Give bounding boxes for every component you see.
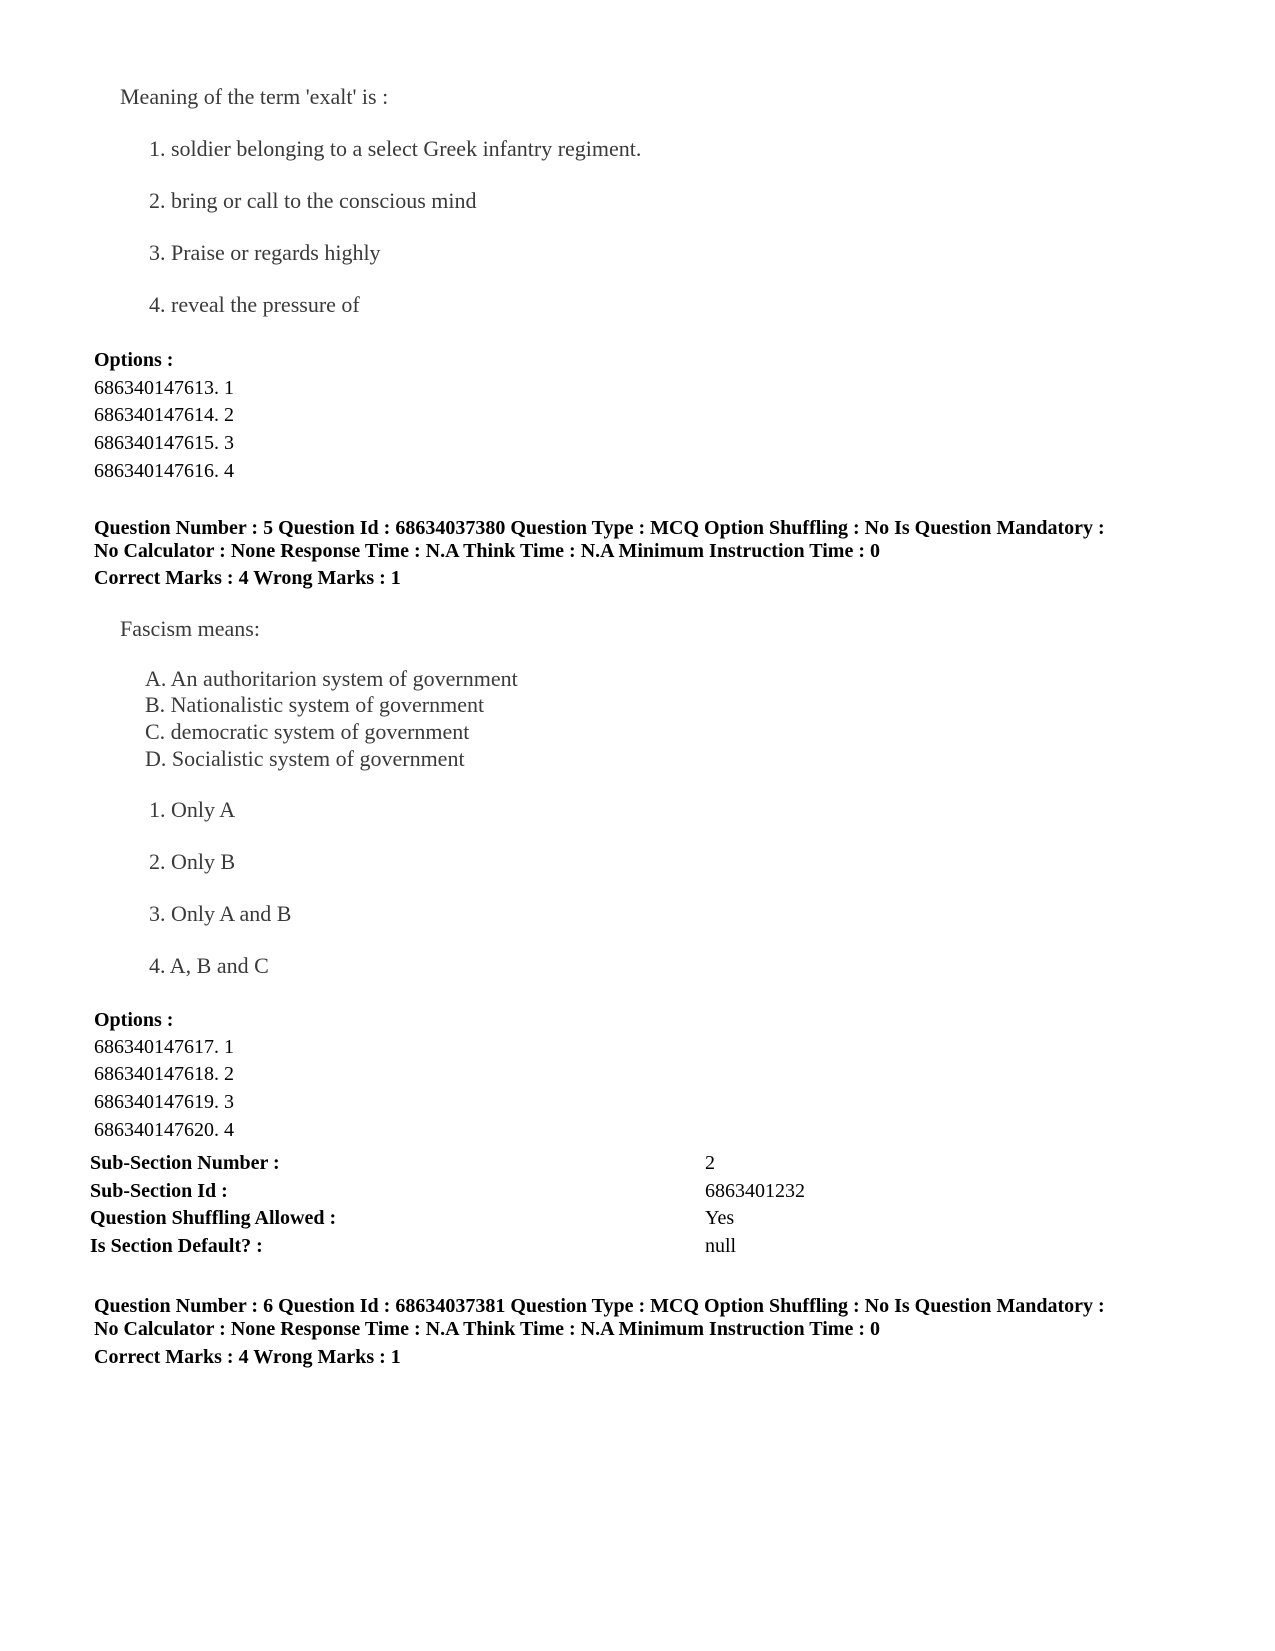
q5-marks: Correct Marks : 4 Wrong Marks : 1 — [94, 567, 401, 589]
section-default-label: Is Section Default? : — [90, 1235, 263, 1257]
q5-choice-1: 1. Only A — [149, 797, 236, 822]
q4-option-2: 686340147614. 2 — [94, 404, 234, 426]
q5-statement-a: A. An authoritarion system of government — [145, 666, 518, 691]
q5-option-2: 686340147618. 2 — [94, 1063, 234, 1085]
q5-choice-3: 3. Only A and B — [149, 901, 292, 926]
question-shuffling-value: Yes — [705, 1207, 735, 1229]
q5-meta-line-2: No Calculator : None Response Time : N.A Think Time : N.A Minimum Instruction Time : 0 — [94, 540, 880, 562]
q5-statement-d: D. Socialistic system of government — [145, 746, 465, 771]
q5-meta-line-1: Question Number : 5 Question Id : 68634037380 Question Type : MCQ Option Shuffling : No Is Question Mandatory : — [94, 517, 1105, 539]
q5-option-3: 686340147619. 3 — [94, 1091, 234, 1113]
q4-stem: Meaning of the term 'exalt' is : — [120, 84, 389, 109]
section-default-value: null — [705, 1235, 737, 1257]
q5-option-1: 686340147617. 1 — [94, 1036, 234, 1058]
q6-meta-line-1: Question Number : 6 Question Id : 68634037381 Question Type : MCQ Option Shuffling : No Is Question Mandatory : — [94, 1295, 1105, 1317]
q6-meta-line-2: No Calculator : None Response Time : N.A Think Time : N.A Minimum Instruction Time : 0 — [94, 1318, 880, 1340]
q4-choice-4: 4. reveal the pressure of — [149, 292, 360, 317]
q4-option-4: 686340147616. 4 — [94, 460, 234, 482]
question-shuffling-label: Question Shuffling Allowed : — [90, 1207, 337, 1229]
q4-choice-2: 2. bring or call to the conscious mind — [149, 188, 477, 213]
subsection-number-value: 2 — [705, 1152, 715, 1174]
subsection-id-label: Sub-Section Id : — [90, 1180, 228, 1202]
q4-choice-1: 1. soldier belonging to a select Greek infantry regiment. — [149, 136, 642, 161]
subsection-id-value: 6863401232 — [705, 1180, 805, 1202]
q5-statement-c: C. democratic system of government — [145, 719, 470, 744]
subsection-number-label: Sub-Section Number : — [90, 1152, 280, 1174]
q4-option-3: 686340147615. 3 — [94, 432, 234, 454]
q4-options-heading: Options : — [94, 349, 174, 371]
q4-option-1: 686340147613. 1 — [94, 377, 234, 399]
q6-marks: Correct Marks : 4 Wrong Marks : 1 — [94, 1346, 401, 1368]
q5-stem: Fascism means: — [120, 616, 260, 641]
q5-statement-b: B. Nationalistic system of government — [145, 692, 485, 717]
q5-option-4: 686340147620. 4 — [94, 1119, 234, 1141]
q5-choice-4: 4. A, B and C — [149, 953, 269, 978]
q5-choice-2: 2. Only B — [149, 849, 236, 874]
q4-choice-3: 3. Praise or regards highly — [149, 240, 381, 265]
q5-options-heading: Options : — [94, 1009, 174, 1031]
